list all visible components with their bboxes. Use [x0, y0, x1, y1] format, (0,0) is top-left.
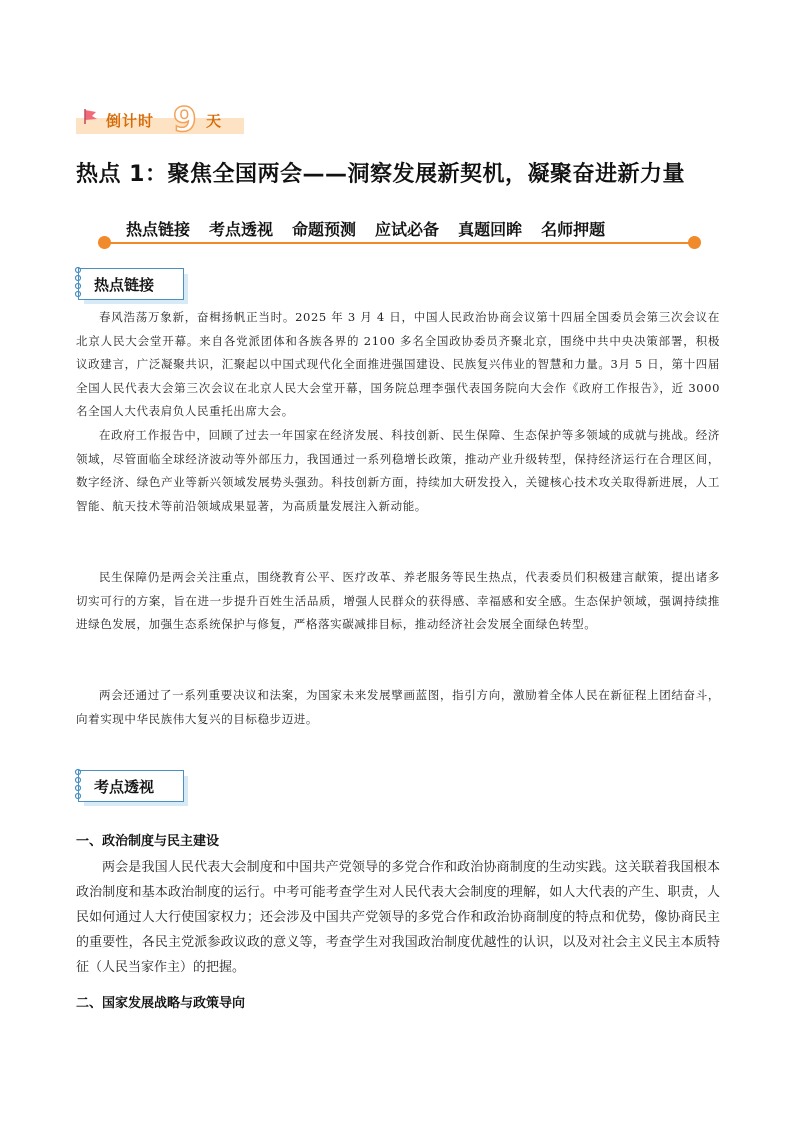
subheading: 一、政治制度与民主建设 — [76, 834, 220, 849]
section-label: 热点链接 — [94, 276, 155, 294]
paragraph: 在政府工作报告中，回顾了过去一年国家在经济发展、科技创新、民生保障、生态保护等多领域的成就与挑战。经济领域，尽管面临全球经济波动等外部压力，我国通过一系列稳增长政策，推动产业升级转型，保持经济运行在合理区间，数字经济、绿色产业等新兴领域发展势头强劲。科技创新方面，持续加大研发投入，关键核心技术攻关取得新进展，人工智能、航天技术等前沿领域成果显著，为高质量发展注入新动能。 — [76, 428, 720, 513]
paragraph: 春风浩荡万象新，奋楫扬帆正当时。2025 年 3 月 4 日，中国人民政治协商会议第十四届全国委员会第三次会议在北京人民大会堂开幕。来自各党派团体和各族各界的 2100 多名全国政协委员齐聚北京，围绕中共中央决策部署，积极议政建言，广泛凝聚共识，汇聚起以中国式现代化全面推进强国建设、民族复兴伟业的智慧和力量。3月 5 日，第十四届全国人民代表大会第三次会议在北京人民大会堂开幕，国务院总理李强代表国务院向大会作《政府工作报告》，近 3000 名全国人大代表肩负人民重托出席大会。 — [76, 310, 720, 418]
flag-icon — [82, 108, 100, 124]
nav-dot-left — [98, 236, 111, 249]
nav-item-teacher-picks[interactable]: 名师押题 — [541, 220, 606, 239]
paragraph: 民生保障仍是两会关注重点，围绕教育公平、医疗改革、养老服务等民生热点，代表委员们积极建言献策，提出诸多切实可行的方案，旨在进一步提升百姓生活品质，增强人民群众的获得感、幸福感和安全感。生态保护领域，强调持续推进绿色发展，加强生态系统保护与修复，严格落实碳减排目标，推动经济社会发展全面绿色转型。 — [76, 570, 720, 631]
badge-prefix: 倒计时 — [106, 112, 155, 130]
nav-item-exam-points[interactable]: 考点透视 — [209, 220, 274, 239]
nav-item-hot-link[interactable]: 热点链接 — [126, 220, 191, 239]
section-heading-hot-link — [72, 266, 184, 300]
nav-item-prediction[interactable]: 命题预测 — [292, 220, 357, 239]
nav-dot-right — [688, 236, 701, 249]
topic-nav — [126, 217, 624, 240]
section-label: 考点透视 — [94, 778, 155, 796]
badge-number: 9 — [173, 100, 197, 140]
nav-item-essentials[interactable]: 应试必备 — [375, 220, 440, 239]
paragraph: 两会是我国人民代表大会制度和中国共产党领导的多党合作和政治协商制度的生动实践。这关联着我国根本政治制度和基本政治制度的运行。中考可能考查学生对人民代表大会制度的理解，如人大代表的产生、职责，人民如何通过人大行使国家权力；还会涉及中国共产党领导的多党合作和政治协商制度的特点和优势，像协商民主的重要性，各民主党派参政议政的意义等，考查学生对我国政治制度优越性的认识，以及对社会主义民主本质特征（人民当家作主）的把握。 — [76, 860, 720, 975]
badge-unit: 天 — [206, 112, 222, 130]
nav-divider-line — [104, 242, 694, 244]
nav-item-past-questions[interactable]: 真题回眸 — [458, 220, 523, 239]
paragraph: 两会还通过了一系列重要决议和法案，为国家未来发展擘画蓝图，指引方向，激励着全体人民在新征程上团结奋斗，向着实现中华民族伟大复兴的目标稳步迈进。 — [76, 688, 720, 726]
page-title: 热点 1：聚焦全国两会——洞察发展新契机，凝聚奋进新力量 — [76, 162, 685, 187]
section-heading-exam-points — [72, 768, 184, 802]
notebook-ring-icon — [72, 264, 82, 302]
subheading: 二、国家发展战略与政策导向 — [76, 996, 246, 1011]
countdown-badge — [76, 100, 246, 140]
notebook-ring-icon — [72, 766, 82, 804]
